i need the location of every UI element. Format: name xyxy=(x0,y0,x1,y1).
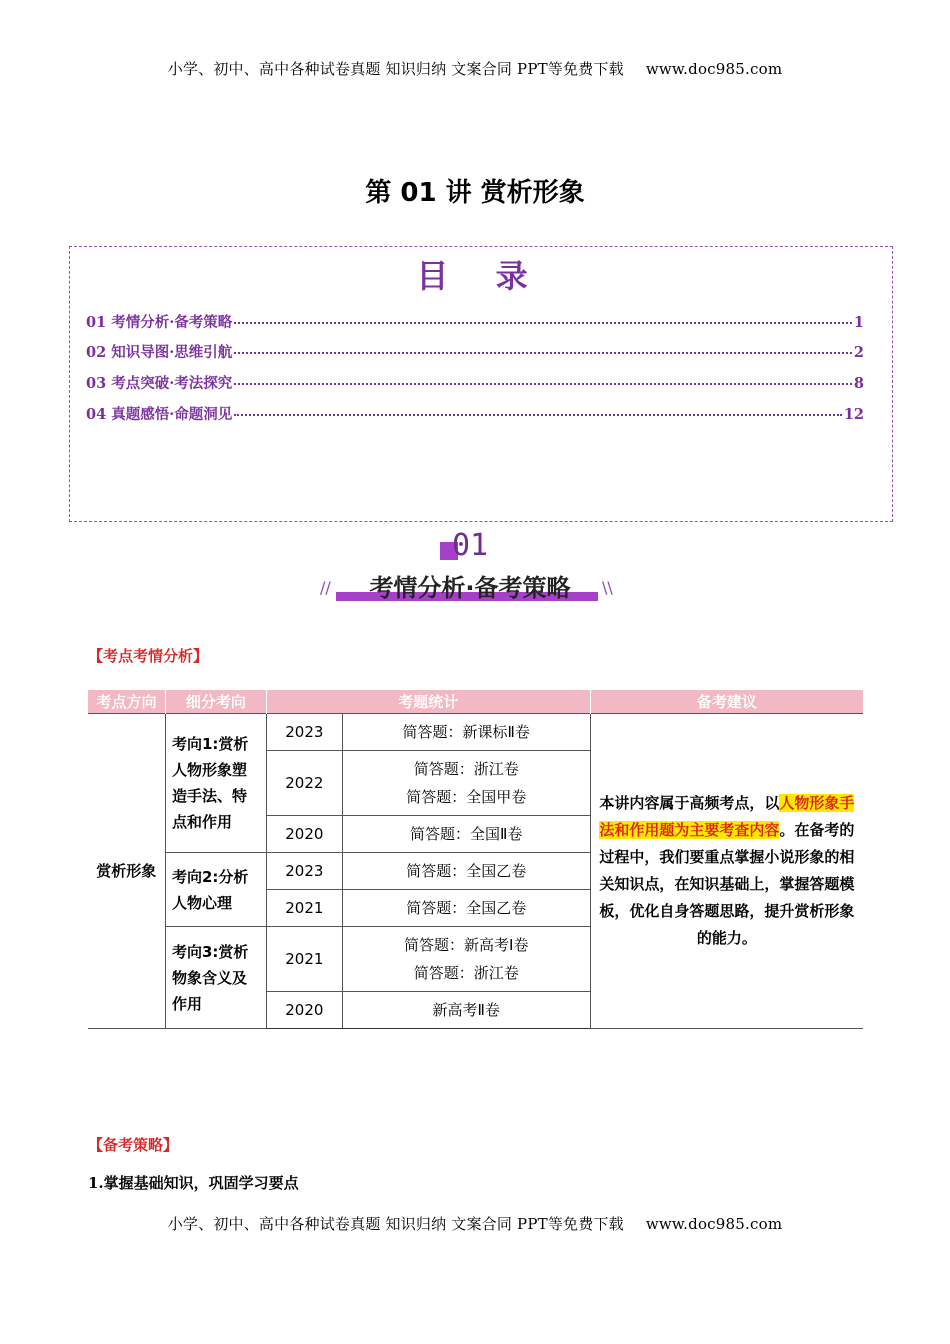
year-cell: 2022 xyxy=(266,751,342,816)
table-row xyxy=(88,714,864,751)
stat-cell: 简答题：新课标Ⅱ卷 xyxy=(342,714,590,751)
direction-cell: 考向2:分析人物心理 xyxy=(165,853,266,927)
year-cell: 2023 xyxy=(266,714,342,751)
banner-left-mark: // xyxy=(320,578,331,597)
table-of-contents xyxy=(69,246,893,522)
strategy-point: 1.掌握基础知识，巩固学习要点 xyxy=(88,1174,299,1192)
stat-cell xyxy=(342,751,590,816)
header-text: 小学、初中、高中各种试卷真题 知识归纳 文案合同 PPT等免费下载 xyxy=(167,60,624,78)
toc-item-page: 1 xyxy=(853,314,864,331)
page-title: 第 01 讲 赏析形象 xyxy=(365,178,585,208)
section-label-analysis: 【考点考情分析】 xyxy=(88,647,209,665)
year-cell: 2023 xyxy=(266,853,342,890)
header-cell: 细分考向 xyxy=(165,690,266,714)
advice-highlight: 人物形象手法和作用题为主要考查内容 xyxy=(599,794,855,839)
stat-line: 简答题：浙江卷 xyxy=(413,760,519,778)
footer-text: 小学、初中、高中各种试卷真题 知识归纳 文案合同 PPT等免费下载 xyxy=(167,1215,624,1233)
stat-line: 简答题：新高考Ⅰ卷 xyxy=(404,936,529,954)
year-cell: 2021 xyxy=(266,927,342,992)
banner-number: 01 xyxy=(452,528,489,563)
banner-right-mark: \\ xyxy=(602,578,613,597)
footer-site-link[interactable]: www.doc985.com xyxy=(645,1215,783,1233)
header-site-link[interactable]: www.doc985.com xyxy=(645,60,783,78)
stat-cell: 新高考Ⅱ卷 xyxy=(342,992,590,1029)
toc-item[interactable] xyxy=(86,341,864,361)
direction-cell: 考向3:赏析物象含义及作用 xyxy=(165,927,266,1029)
stat-line: 简答题：浙江卷 xyxy=(413,964,519,982)
exam-analysis-table xyxy=(87,690,863,1029)
topic-cell: 赏析形象 xyxy=(88,714,166,1029)
toc-item-page: 2 xyxy=(853,344,864,361)
toc-item-label: 04 真题感悟·命题洞见 xyxy=(86,406,233,423)
banner-heading: 考情分析·备考策略 xyxy=(369,574,571,602)
stat-cell: 简答题：全国乙卷 xyxy=(342,890,590,927)
stat-line: 简答题：全国甲卷 xyxy=(406,788,527,806)
direction-cell: 考向1:赏析人物形象塑造手法、特点和作用 xyxy=(165,714,266,853)
header-cell: 备考建议 xyxy=(590,690,863,714)
advice-text-post: 。在备考的过程中，我们要重点掌握小说形象的相关知识点，在知识基础上，掌握答题模板，优化自身答题思路，提升赏析形象的能力。 xyxy=(599,821,855,947)
toc-item[interactable] xyxy=(86,372,864,392)
table-header-row xyxy=(88,690,864,714)
section-banner xyxy=(320,528,620,608)
advice-cell xyxy=(590,714,863,1029)
toc-item-page: 8 xyxy=(853,375,864,392)
toc-heading: 目 录 xyxy=(416,257,546,295)
header-cell: 考点方向 xyxy=(88,690,166,714)
stat-cell: 简答题：全国乙卷 xyxy=(342,853,590,890)
toc-item-label: 03 考点突破·考法探究 xyxy=(86,375,233,392)
stat-cell xyxy=(342,927,590,992)
toc-item-label: 02 知识导图·思维引航 xyxy=(86,344,233,361)
advice-text-pre: 本讲内容属于高频考点，以 xyxy=(599,794,780,812)
toc-item[interactable] xyxy=(86,403,864,423)
section-label-strategy: 【备考策略】 xyxy=(88,1136,179,1154)
header-cell: 考题统计 xyxy=(266,690,590,714)
toc-item[interactable] xyxy=(86,311,864,331)
year-cell: 2020 xyxy=(266,992,342,1029)
stat-cell: 简答题：全国Ⅱ卷 xyxy=(342,816,590,853)
year-cell: 2020 xyxy=(266,816,342,853)
page-footer xyxy=(0,1213,950,1234)
toc-item-page: 12 xyxy=(843,406,864,423)
page-header xyxy=(0,58,950,79)
toc-item-label: 01 考情分析·备考策略 xyxy=(86,314,233,331)
year-cell: 2021 xyxy=(266,890,342,927)
